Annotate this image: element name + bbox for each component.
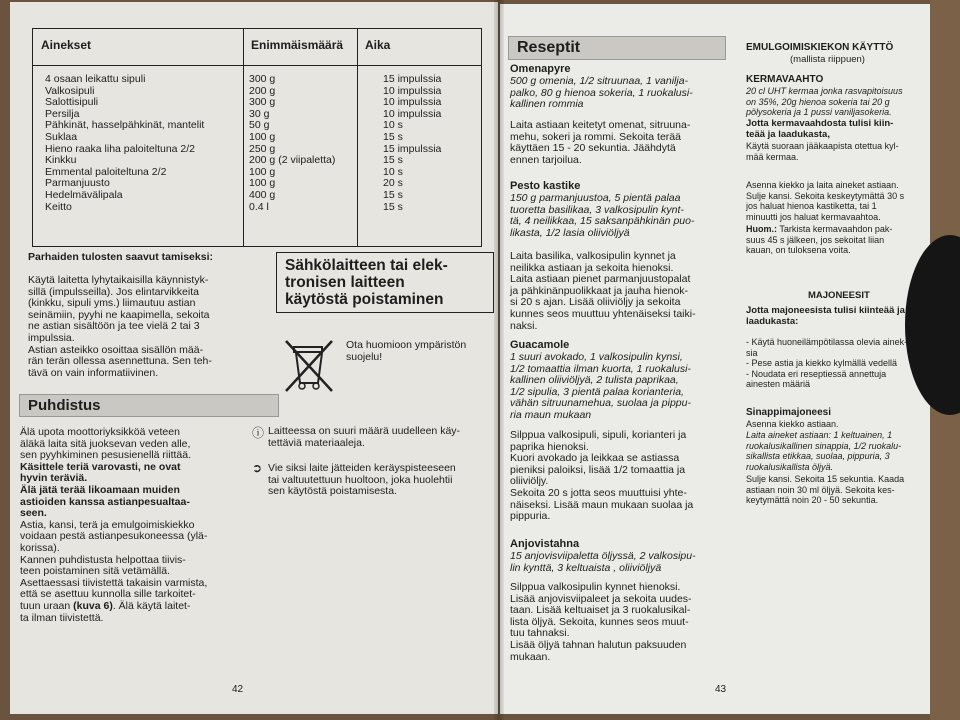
ingredients-table bbox=[32, 28, 482, 247]
table-cell-ingredient: Keitto bbox=[45, 200, 72, 213]
mayonnaise-title: MAJONEESIT bbox=[808, 290, 870, 301]
recipe-method-line: neilikka astiaan ja sekoita hienoksi. bbox=[510, 261, 674, 274]
emulsion-subtitle: (mallista riippuen) bbox=[790, 54, 865, 65]
cleaning-line: sen pyyhkiminen pesusienellä riittää. bbox=[20, 449, 192, 462]
table-cell-ingredient: Valkosipuli bbox=[45, 84, 95, 97]
emulsion-line: ruokalusikallinen sinappia, 1/2 ruokalu- bbox=[746, 440, 902, 451]
recipe-method-line: tuu tahnaksi. bbox=[510, 627, 570, 640]
recipe-ingredient-line: 1/2 sipulia, 3 pientä palaa korianteria, bbox=[510, 385, 684, 398]
table-cell-ingredient: Parmanjuusto bbox=[45, 177, 110, 190]
disposal-title-line: tronisen laitteen bbox=[285, 274, 405, 291]
mustard-mayo-method bbox=[746, 474, 904, 506]
table-cell-time: 15 impulssia bbox=[383, 142, 442, 155]
table-cell-time: 10 s bbox=[383, 165, 403, 178]
whipped-cream-title: KERMAVAAHTO bbox=[746, 74, 824, 85]
recipe-title-guacamole: Guacamole bbox=[510, 339, 570, 351]
recipe-method-line: taan. Lisää keltuaiset ja 3 ruokalusikal- bbox=[510, 604, 691, 617]
recipe-method-anjovis bbox=[510, 582, 692, 663]
emulsion-line: Asenna kiekko astiaan. bbox=[746, 419, 839, 429]
recipe-ingredient-line: kallinen rommia bbox=[510, 98, 584, 111]
cleaning-line: tuun uraan (kuva 6). Älä käytä laitet- bbox=[20, 599, 191, 612]
cleaning-line: ta ilman tiivistettä. bbox=[20, 611, 104, 624]
recyclable-note-line: tettäviä materiaaleja. bbox=[268, 436, 365, 449]
cleaning-line: korissa). bbox=[20, 541, 60, 554]
environment-note-line: Ota huomioon ympäristön bbox=[346, 339, 467, 351]
tips-text bbox=[28, 275, 212, 379]
emulsion-line: suus 45 s jälkeen, jos sekoitat liian bbox=[746, 234, 885, 245]
tips-line: seinämiin, pyyhi ne kaapimella, sekoita bbox=[28, 308, 210, 321]
recipe-ingredient-line: 15 anjovisviipaletta öljyssä, 2 valkosipu- bbox=[510, 550, 696, 562]
table-cell-ingredient: Kinkku bbox=[45, 154, 77, 167]
disposal-title bbox=[276, 252, 494, 313]
table-cell-amount: 200 g (2 viipaletta) bbox=[249, 154, 336, 167]
table-cell-time: 10 impulssia bbox=[383, 107, 442, 120]
recipe-method-line: näiseksi. Lisää maun mukaan suolaa ja bbox=[510, 498, 694, 511]
recipe-ingredient-line: 1/2 tomaattia ilman kuorta, 1 ruokalusi- bbox=[510, 362, 691, 375]
whipped-cream-bold bbox=[746, 119, 893, 140]
recipe-method-line: mukaan. bbox=[510, 650, 551, 663]
recipe-method-line: Laita basilika, valkosipulin kynnet ja bbox=[510, 250, 676, 262]
table-cell-amount: 400 g bbox=[249, 188, 276, 201]
table-divider bbox=[243, 29, 244, 246]
whipped-cream-ingredients bbox=[746, 86, 903, 118]
table-cell-time: 10 impulssia bbox=[383, 84, 442, 97]
collection-note-line: Vie siksi laite jätteiden keräyspisteeseen bbox=[268, 462, 456, 474]
page-crease bbox=[494, 0, 504, 720]
emulsion-line: 20 cl UHT kermaa jonka rasvapitoisuus bbox=[746, 86, 903, 96]
recipe-method-line: Silppua valkosipuli, sipuli, korianteri ja bbox=[510, 429, 687, 441]
table-cell-time: 20 s bbox=[383, 177, 403, 190]
table-col-times bbox=[383, 74, 441, 213]
recipe-ingredient-line: tä, 4 neilikkaa, 15 saksanpähkinän puo- bbox=[510, 215, 695, 228]
cleaning-line: Asettaessasi tiivistettä takaisin varmista, bbox=[20, 576, 208, 589]
emulsion-line: Huom.: Tarkista kermavaahdon pak- bbox=[746, 224, 893, 234]
recipe-title-omenapyre: Omenapyre bbox=[510, 63, 571, 75]
emulsion-list-item: - Käytä huoneilämpötilassa olevia ainek- bbox=[746, 337, 908, 347]
recipe-method-line: ennen tarjoilua. bbox=[510, 153, 582, 166]
cleaning-line: Astia, kansi, terä ja emulgoimiskiekko bbox=[20, 518, 195, 531]
recipe-ingredients-omenapyre bbox=[510, 76, 693, 111]
emulsion-list-item: sia bbox=[746, 347, 758, 358]
collection-note bbox=[268, 463, 456, 498]
recipe-method-line: käyttäen 15 - 20 sekuntia. Jäähdytä bbox=[510, 142, 676, 155]
crossed-bin-icon bbox=[282, 337, 336, 395]
emulsion-line-bold: teää ja laadukasta, bbox=[746, 128, 830, 140]
table-cell-ingredient: Salottisipuli bbox=[45, 96, 99, 109]
cleaning-line: teen poistaminen sitä vetämällä. bbox=[20, 565, 170, 578]
recipe-method-line: Kuori avokado ja leikkaa se astiassa bbox=[510, 452, 680, 465]
recipe-ingredients-guacamole bbox=[510, 352, 691, 422]
emulsion-line: sikallista etikkaa, suolaa, pippuria, 3 bbox=[746, 451, 890, 461]
recipe-ingredients-pesto bbox=[510, 193, 694, 239]
cleaning-line-bold: seen. bbox=[20, 507, 47, 520]
table-divider bbox=[357, 29, 358, 246]
whipped-cream-warning bbox=[746, 224, 892, 256]
cleaning-line: Kannen puhdistusta helpottaa tiivis- bbox=[20, 553, 186, 566]
table-cell-time: 10 s bbox=[383, 119, 403, 132]
recipe-ingredient-line: vähän sitruunamehua, suolaa ja pippu- bbox=[510, 397, 691, 410]
info-icon: ⓘ bbox=[252, 426, 265, 440]
mustard-mayo-title: Sinappimajoneesi bbox=[746, 407, 832, 418]
table-cell-ingredient: Emmental paloiteltuna 2/2 bbox=[45, 165, 167, 178]
cleaning-text bbox=[20, 427, 207, 624]
emulsion-line: Laita aineket astiaan: 1 keltuainen, 1 bbox=[746, 430, 893, 440]
recipe-method-line: oliiviöljy. bbox=[510, 475, 549, 488]
tips-line: Astian asteikko osoittaa sisällön mää- bbox=[28, 343, 204, 356]
cleaning-line-bold: astioiden kanssa astianpesualtaa- bbox=[20, 495, 190, 508]
table-header-rule bbox=[33, 65, 481, 66]
table-cell-amount: 100 g bbox=[249, 165, 276, 178]
emulsion-line-bold: laadukasta: bbox=[746, 315, 799, 327]
table-cell-ingredient: 4 osaan leikattu sipuli bbox=[45, 73, 146, 85]
table-cell-amount: 50 g bbox=[249, 119, 270, 132]
recipe-method-line: Laita astiaan pienet parmanjuustopalat bbox=[510, 273, 691, 286]
recipe-method-line: Sekoita 20 s jotta seos muuttuisi yhte- bbox=[510, 486, 687, 499]
emulsion-line: Sulje kansi. Sekoita 15 sekuntia. Kaada bbox=[746, 474, 905, 484]
table-cell-ingredient: Pähkinät, hasselpähkinät, mantelit bbox=[45, 119, 205, 132]
mayonnaise-list bbox=[746, 337, 907, 390]
disposal-title-line: käytöstä poistaminen bbox=[285, 291, 444, 308]
table-cell-ingredient: Persilja bbox=[45, 107, 80, 120]
tips-line: ne astian sisältöön ja tee vielä 2 tai 3 bbox=[28, 320, 200, 333]
table-cell-time: 15 s bbox=[383, 200, 403, 213]
recipe-method-line: Laita astiaan keitetyt omenat, sitruuna- bbox=[510, 119, 691, 131]
recipe-ingredient-line: kallinen oliiviöljyä, 2 tulista paprikaa, bbox=[510, 374, 679, 387]
page-number-right: 43 bbox=[715, 684, 727, 695]
recipe-title-anjovis: Anjovistahna bbox=[510, 538, 580, 550]
emulsion-line: Asenna kiekko ja laita aineket astiaan. bbox=[746, 180, 899, 190]
emulsion-list-item: - Noudata eri reseptiessä annettuja bbox=[746, 368, 887, 379]
figure-reference: (kuva 6) bbox=[73, 599, 113, 612]
collection-note-line: sen käytöstä poistamisesta. bbox=[268, 485, 397, 498]
cleaning-line: voidaan pestä astianpesukoneessa (ylä- bbox=[20, 530, 208, 543]
table-col-ingredients bbox=[45, 74, 204, 213]
tips-line: (kinkku, sipuli yms.) liimautuu astian bbox=[28, 297, 196, 310]
table-cell-time: 15 s bbox=[383, 154, 403, 167]
emulsion-line: mää kermaa. bbox=[746, 151, 799, 162]
recipe-ingredient-line: 500 g omenia, 1/2 sitruunaa, 1 vanilja- bbox=[510, 75, 689, 87]
emulsion-line: kauan, on tuloksena voita. bbox=[746, 245, 851, 255]
table-cell-ingredient: Hieno raaka liha paloiteltuna 2/2 bbox=[45, 142, 196, 155]
recipe-title-pesto: Pesto kastike bbox=[510, 180, 581, 192]
arrow-right-icon: ➲ bbox=[252, 461, 263, 475]
recipe-method-line: Silppua valkosipulin kynnet hienoksi. bbox=[510, 581, 681, 593]
emulsion-line-bold: Jotta majoneesista tulisi kiinteää ja bbox=[746, 305, 905, 316]
table-cell-amount: 100 g bbox=[249, 130, 276, 143]
recipe-method-line: naksi. bbox=[510, 319, 538, 332]
table-cell-time: 15 s bbox=[383, 188, 403, 201]
collection-note-line: tai valtuutettuun huoltoon, joka huolehtii bbox=[268, 473, 453, 486]
environment-note-line: suojelu! bbox=[346, 350, 383, 363]
emulsion-line: pölysokeria ja 1 pussi vaniljasokeria. bbox=[746, 107, 892, 117]
cleaning-line: että se asettuu kunnolla sille tarkoitet- bbox=[20, 588, 196, 601]
recipes-title: Reseptit bbox=[508, 36, 726, 60]
recipe-method-line: mehu, sokeri ja rommi. Sekoita terää bbox=[510, 130, 681, 143]
recipe-method-line: ja pähkinänpuolikkaat ja jauha hienok- bbox=[510, 284, 689, 297]
recyclable-note bbox=[268, 426, 460, 449]
tips-line: tävä on vain informatiivinen. bbox=[28, 366, 159, 379]
recipe-method-line: pieniksi paloiksi, lisää 1/2 tomaattia ja bbox=[510, 463, 686, 476]
emulsion-line: Käytä suoraan jääkaapista otettua kyl- bbox=[746, 141, 899, 151]
recipe-method-guacamole bbox=[510, 430, 693, 523]
cleaning-line: Älä upota moottoriyksikköä veteen bbox=[20, 426, 180, 438]
table-cell-time: 15 impulssia bbox=[383, 73, 442, 85]
emulsion-line: ruokalusikallista öljyä. bbox=[746, 461, 834, 472]
emulsion-line-bold: Jotta kermavaahdosta tulisi kiin- bbox=[746, 118, 894, 129]
tips-line: rän terän ollessa asennettuna. Sen teh- bbox=[28, 355, 212, 368]
mustard-mayo-step bbox=[746, 419, 839, 430]
recipe-method-line: lista öljyä. Sekoita, kunnes seos muut- bbox=[510, 615, 689, 628]
table-cell-amount: 200 g bbox=[249, 84, 276, 97]
recipe-ingredient-line: palko, 80 g hienoa sokeria, 1 ruokalusi- bbox=[510, 86, 693, 99]
emulsion-line: jos haluat hienoa kastiketta, tai 1 bbox=[746, 201, 877, 211]
disposal-title-line: Sähkölaitteen tai elek- bbox=[285, 257, 448, 274]
cleaning-line-bold: Älä jätä terää likoamaan muiden bbox=[20, 483, 180, 496]
table-cell-amount: 300 g bbox=[249, 96, 276, 109]
emulsion-line: Sulje kansi. Sekoita keskeytymättä 30 s bbox=[746, 190, 905, 201]
tips-line: Käytä laitetta lyhytaikaisilla käynnistyk- bbox=[28, 274, 209, 286]
cleaning-title: Puhdistus bbox=[19, 394, 279, 417]
tips-line: impulssia. bbox=[28, 331, 75, 344]
table-header-time: Aika bbox=[365, 38, 391, 52]
recipe-method-line: pippuria. bbox=[510, 510, 551, 523]
environment-note bbox=[346, 340, 466, 363]
tips-line: sillä (impulsseilla). Jos elintarvikkeita bbox=[28, 285, 199, 298]
emulsion-line: keytymättä noin 20 - 50 sekuntia. bbox=[746, 495, 879, 505]
table-col-amounts bbox=[249, 74, 335, 213]
page-number-left: 42 bbox=[232, 684, 244, 695]
emulsion-line: astiaan noin 30 ml öljyä. Sekoita kes- bbox=[746, 484, 895, 495]
cleaning-line-bold: hyvin teräviä. bbox=[20, 472, 88, 485]
tips-heading: Parhaiden tulosten saavut tamiseksi: bbox=[28, 251, 213, 263]
mayonnaise-bold bbox=[746, 306, 905, 327]
recipe-ingredient-line: lin kynttä, 3 keltuaista , oliiviöljyä bbox=[510, 561, 662, 574]
recipe-method-line: kunnes seos muuttuu yhtenäiseksi taiki- bbox=[510, 307, 696, 320]
recipe-method-pesto bbox=[510, 251, 696, 332]
table-cell-time: 10 impulssia bbox=[383, 96, 442, 109]
table-cell-amount: 0.4 l bbox=[249, 200, 269, 213]
emulsion-line: on 35%, 20g hienoa sokeria tai 20 g bbox=[746, 96, 890, 107]
recipe-method-line: paprika hienoksi. bbox=[510, 440, 589, 453]
emulsion-line: minuutti jos haluat kermavaahtoa. bbox=[746, 211, 881, 222]
emulsion-list-item: - Pese astia ja kiekko kylmällä vedellä bbox=[746, 358, 898, 368]
table-cell-ingredient: Hedelmävälipala bbox=[45, 188, 123, 201]
cleaning-line-bold: Käsittele teriä varovasti, ne ovat bbox=[20, 460, 181, 473]
recipe-method-omenapyre bbox=[510, 120, 690, 166]
cleaning-line: äläkä laita sitä juoksevan veden alle, bbox=[20, 437, 191, 450]
recipe-ingredient-line: 150 g parmanjuustoa, 5 pientä palaa bbox=[510, 192, 681, 204]
recipe-method-line: Lisää öljyä tahnan halutun paksuuden bbox=[510, 638, 687, 651]
table-cell-amount: 100 g bbox=[249, 177, 276, 190]
table-header-max: Enimmäismäärä bbox=[251, 38, 344, 52]
recipe-ingredient-line: likasta, 1/2 lasia oliiviöljyä bbox=[510, 226, 630, 239]
recipe-ingredients-anjovis bbox=[510, 551, 696, 574]
whipped-cream-note bbox=[746, 141, 899, 162]
table-cell-amount: 250 g bbox=[249, 142, 276, 155]
recipe-method-line: si 20 s ajan. Lisää oliiviöljy ja sekoita bbox=[510, 296, 681, 309]
emulsion-title: EMULGOIMISKIEKON KÄYTTÖ bbox=[746, 42, 894, 53]
recipe-method-line: Lisää anjovisviipaleet ja sekoita uudes- bbox=[510, 592, 692, 605]
recipe-ingredient-line: 1 suuri avokado, 1 valkosipulin kynsi, bbox=[510, 351, 683, 363]
mustard-mayo-ingredients bbox=[746, 430, 901, 472]
warning-label: Huom.: bbox=[746, 224, 777, 234]
recipe-ingredient-line: tuoretta basilikaa, 3 valkosipulin kynt- bbox=[510, 203, 684, 216]
table-cell-ingredient: Suklaa bbox=[45, 130, 78, 143]
table-cell-amount: 30 g bbox=[249, 107, 270, 120]
emulsion-list-item: ainesten määriä bbox=[746, 379, 811, 389]
table-cell-amount: 300 g bbox=[249, 73, 276, 85]
table-header-ingredients: Ainekset bbox=[41, 38, 92, 52]
recyclable-note-line: Laitteessa on suuri määrä uudelleen käy- bbox=[268, 425, 461, 437]
recipe-ingredient-line: ria maun mukaan bbox=[510, 408, 592, 421]
table-cell-time: 15 s bbox=[383, 130, 403, 143]
whipped-cream-method bbox=[746, 180, 904, 222]
